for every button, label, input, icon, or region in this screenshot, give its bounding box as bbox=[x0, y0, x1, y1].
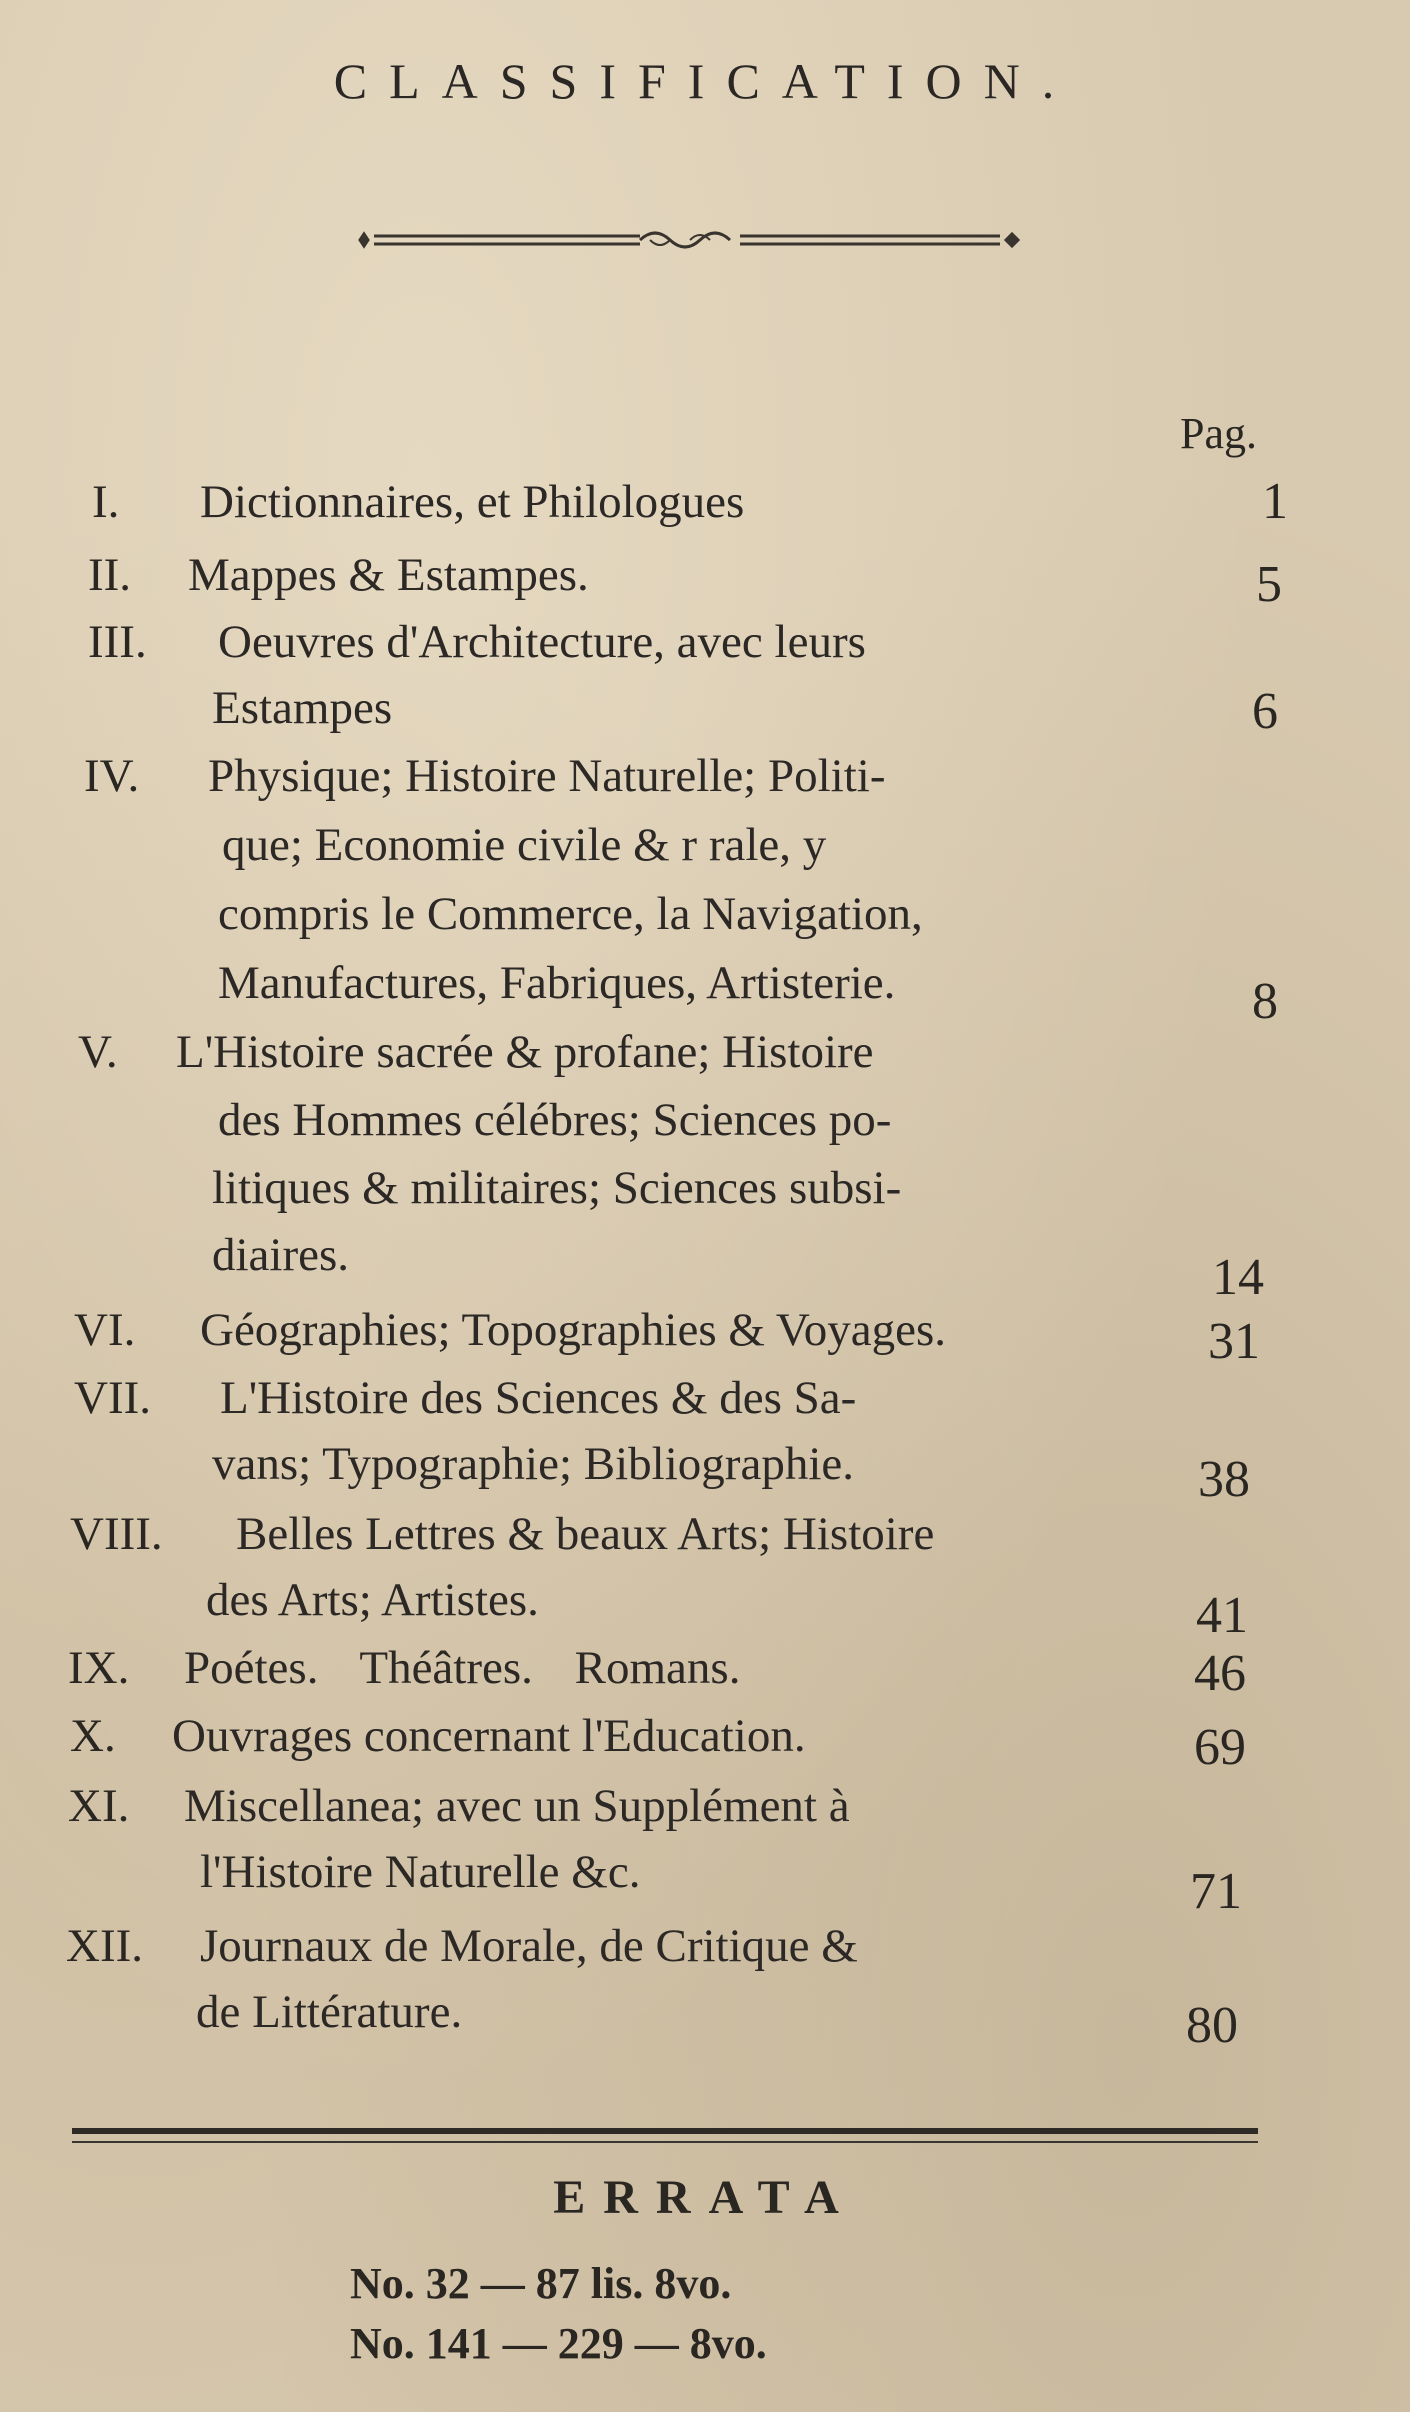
entry-line: Mappes & Estampes. bbox=[188, 549, 589, 601]
entry-numeral: I. bbox=[92, 476, 120, 528]
divider-thick bbox=[72, 2128, 1258, 2134]
entry-page: 5 bbox=[1256, 556, 1282, 613]
entry-page: 8 bbox=[1252, 973, 1278, 1030]
entry-numeral: V. bbox=[78, 1026, 118, 1078]
entry-page: 69 bbox=[1194, 1719, 1246, 1776]
entry-page: 80 bbox=[1186, 1997, 1238, 2054]
entry-line: litiques & militaires; Sciences subsi- bbox=[212, 1162, 902, 1214]
entry-line: L'Histoire des Sciences & des Sa- bbox=[220, 1372, 857, 1424]
entry-line: Physique; Histoire Naturelle; Politi- bbox=[208, 750, 886, 802]
entry-numeral: VIII. bbox=[70, 1508, 163, 1560]
entry-line: que; Economie civile & r rale, y bbox=[222, 819, 827, 871]
entry-numeral: IX. bbox=[68, 1642, 130, 1694]
errata-line: No. 141 — 229 — 8vo. bbox=[350, 2319, 767, 2368]
page-title: CLASSIFICATION. bbox=[333, 53, 1077, 109]
entry-page: 41 bbox=[1196, 1587, 1248, 1644]
entry-numeral: VII. bbox=[74, 1372, 151, 1424]
entry-line: Belles Lettres & beaux Arts; Histoire bbox=[236, 1508, 935, 1560]
divider-thin bbox=[72, 2141, 1258, 2143]
entry-numeral: IV. bbox=[84, 750, 140, 802]
entry-line: Ouvrages concernant l'Education. bbox=[172, 1710, 806, 1762]
entry-page: 71 bbox=[1190, 1863, 1242, 1920]
entry-numeral: II. bbox=[88, 549, 132, 601]
entry-line: Dictionnaires, et Philologues bbox=[200, 476, 745, 528]
entry-line: des Hommes célébres; Sciences po- bbox=[218, 1094, 892, 1146]
entry-line: diaires. bbox=[212, 1229, 350, 1281]
entry-line: Journaux de Morale, de Critique & bbox=[200, 1920, 858, 1972]
entry-page: 38 bbox=[1198, 1451, 1250, 1508]
entry-line: Miscellanea; avec un Supplément à bbox=[184, 1780, 850, 1832]
entry-line: Poétes. Théâtres. Romans. bbox=[184, 1642, 741, 1694]
entry-numeral: X. bbox=[70, 1710, 116, 1762]
entry-line: Estampes bbox=[212, 682, 393, 734]
entry-line: Géographies; Topographies & Voyages. bbox=[200, 1304, 946, 1356]
entry-numeral: XI. bbox=[68, 1780, 130, 1832]
entry-line: de Littérature. bbox=[196, 1986, 463, 2038]
entry-line: Manufactures, Fabriques, Artisterie. bbox=[218, 957, 896, 1009]
entry-numeral: III. bbox=[88, 616, 147, 668]
entry-numeral: VI. bbox=[74, 1304, 136, 1356]
entry-line: L'Histoire sacrée & profane; Histoire bbox=[176, 1026, 874, 1078]
entry-line: vans; Typographie; Bibliographie. bbox=[212, 1438, 854, 1490]
entry-page: 1 bbox=[1262, 473, 1288, 530]
errata-title: ERRATA bbox=[553, 2171, 857, 2224]
errata-line: No. 32 — 87 lis. 8vo. bbox=[350, 2259, 732, 2308]
entry-page: 46 bbox=[1194, 1645, 1246, 1702]
entry-page: 6 bbox=[1252, 683, 1278, 740]
pag-column-header: Pag. bbox=[1180, 409, 1257, 458]
entry-numeral: XII. bbox=[66, 1920, 143, 1972]
entry-line: des Arts; Artistes. bbox=[206, 1574, 539, 1626]
entry-page: 31 bbox=[1208, 1313, 1260, 1370]
ornament-divider bbox=[350, 218, 1030, 262]
entry-line: compris le Commerce, la Navigation, bbox=[218, 888, 923, 940]
entry-line: Oeuvres d'Architecture, avec leurs bbox=[218, 616, 866, 668]
entry-line: l'Histoire Naturelle &c. bbox=[200, 1846, 641, 1898]
entry-page: 14 bbox=[1212, 1249, 1264, 1306]
